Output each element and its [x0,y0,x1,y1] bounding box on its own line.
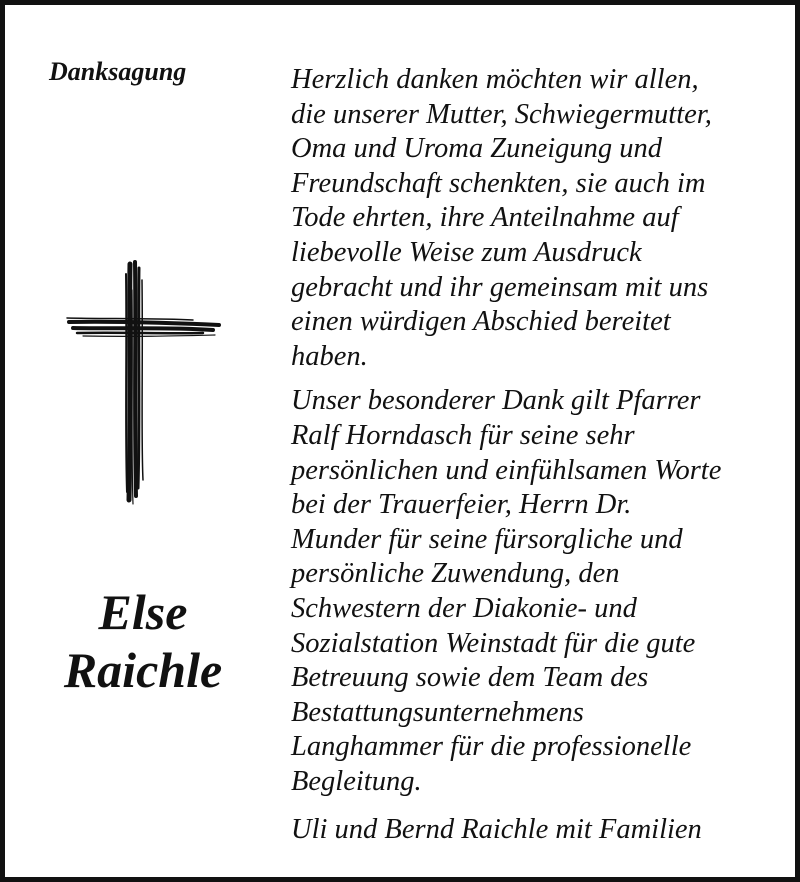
paragraph-2 [291,384,791,799]
text-line: persönliche Zuwendung, den [291,558,620,590]
text-line: Betreuung sowie dem Team des [291,662,649,694]
signature: Uli und Bernd Raichle mit Familien [291,814,702,846]
text-line: Begleitung. [291,765,422,797]
paragraph-1 [291,63,791,374]
heading-danksagung: Danksagung [49,57,187,86]
text-line: Munder für seine fürsorgliche und [291,523,683,555]
text-line: haben. [291,340,368,372]
deceased-name [35,583,251,699]
text-line: einen würdigen Abschied bereitet [291,306,671,338]
thank-you-text [291,63,791,848]
text-line: Oma und Uroma Zuneigung und [291,133,663,165]
text-line: Unser besonderer Dank gilt Pfarrer [291,385,701,417]
first-name: Else [98,584,188,640]
text-line: Sozialstation Weinstadt für die gute [291,627,696,659]
text-line: bei der Trauerfeier, Herrn Dr. [291,489,632,521]
text-line: Tode ehrten, ihre Anteilnahme auf [291,202,679,234]
text-line: persönlichen und einfühlsamen Worte [291,454,722,486]
text-line: gebracht und ihr gemeinsam mit uns [291,271,709,303]
text-line: Freundschaft schenkten, sie auch im [291,167,706,199]
text-line: liebevolle Weise zum Ausdruck [291,236,642,268]
text-line: Herzlich danken möchten wir allen, [291,64,699,95]
cross-icon [63,260,223,505]
text-line: Schwestern der Diakonie- und [291,592,637,624]
text-line: die unserer Mutter, Schwiegermutter, [291,98,712,130]
text-line: Bestattungsunternehmens [291,696,584,728]
text-line: Ralf Horndasch für seine sehr [291,419,635,451]
last-name: Raichle [63,642,223,698]
text-line: Langhammer für die professionelle [291,731,692,763]
